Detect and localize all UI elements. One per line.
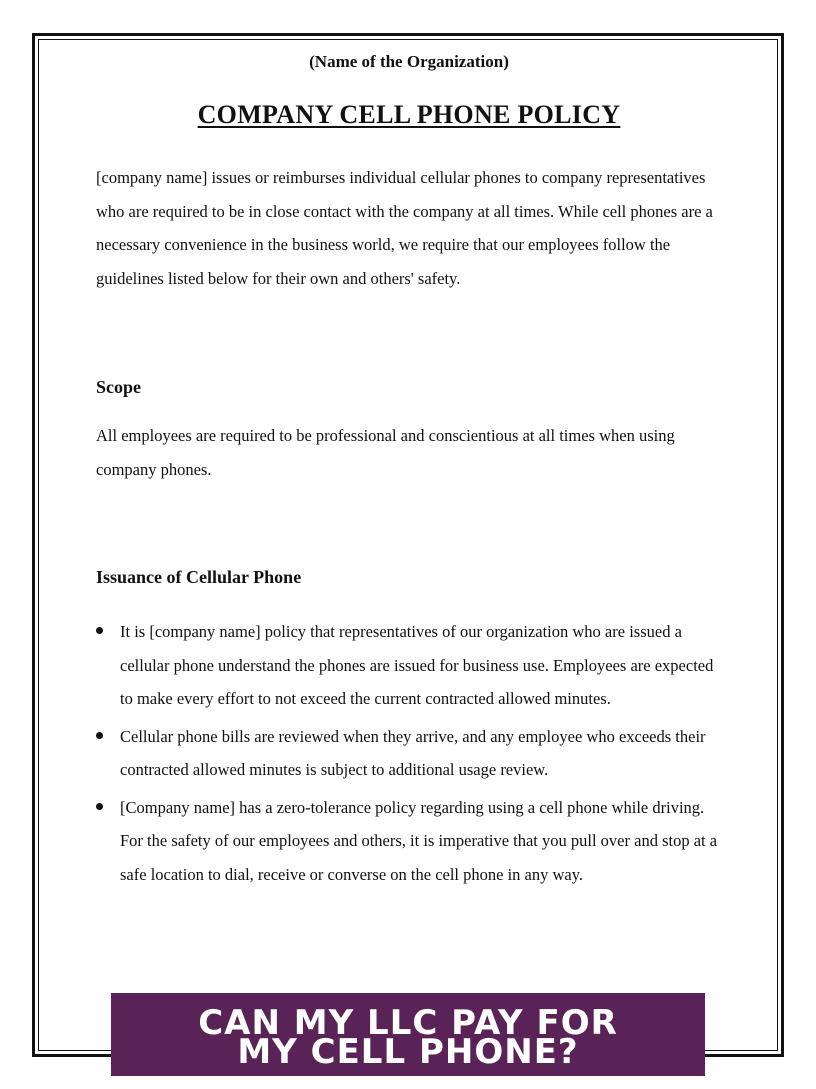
list-item [96, 791, 722, 892]
list-item-text: Cellular phone bills are reviewed when they arrive, and any employee who exceeds their contracted allowed minutes is subject to additional usage review. [120, 726, 706, 779]
scope-heading: Scope [96, 377, 141, 397]
issuance-heading: Issuance of Cellular Phone [96, 567, 302, 587]
bullet-icon [96, 803, 103, 810]
list-item-text: [Company name] has a zero-tolerance policy regarding using a cell phone while driving. For the safety of our employees and others, it is imperative that you pull over and stop at a safe location to dial, receive or converse on the cell phone in any way. [120, 797, 718, 884]
list-item [96, 720, 722, 787]
list-item [96, 615, 722, 716]
scope-paragraph: All employees are required to be professional and conscientious at all times when using company phones. [96, 426, 675, 479]
issuance-bullet-list [96, 615, 722, 891]
title-banner [111, 993, 705, 1076]
banner-text: CAN MY LLC PAY FOR MY CELL PHONE? [198, 1002, 618, 1072]
document-body [96, 50, 722, 895]
organization-name: (Name of the Organization) [309, 52, 509, 71]
document-title: COMPANY CELL PHONE POLICY [197, 100, 621, 129]
bullet-icon [96, 732, 103, 739]
intro-paragraph: [company name] issues or reimburses individual cellular phones to company representatives who are required to be in close contact with the company at all times. While cell phones are a necessary convenience in the business world, we require that our employees follow the guidelines listed below for their own and others' safety. [96, 168, 713, 288]
list-item-text: It is [company name] policy that representatives of our organization who are issued a cellular phone understand the phones are issued for business use. Employees are expected to make every effort to not exceed the current contracted allowed minutes. [120, 622, 714, 708]
bullet-icon [96, 627, 103, 634]
